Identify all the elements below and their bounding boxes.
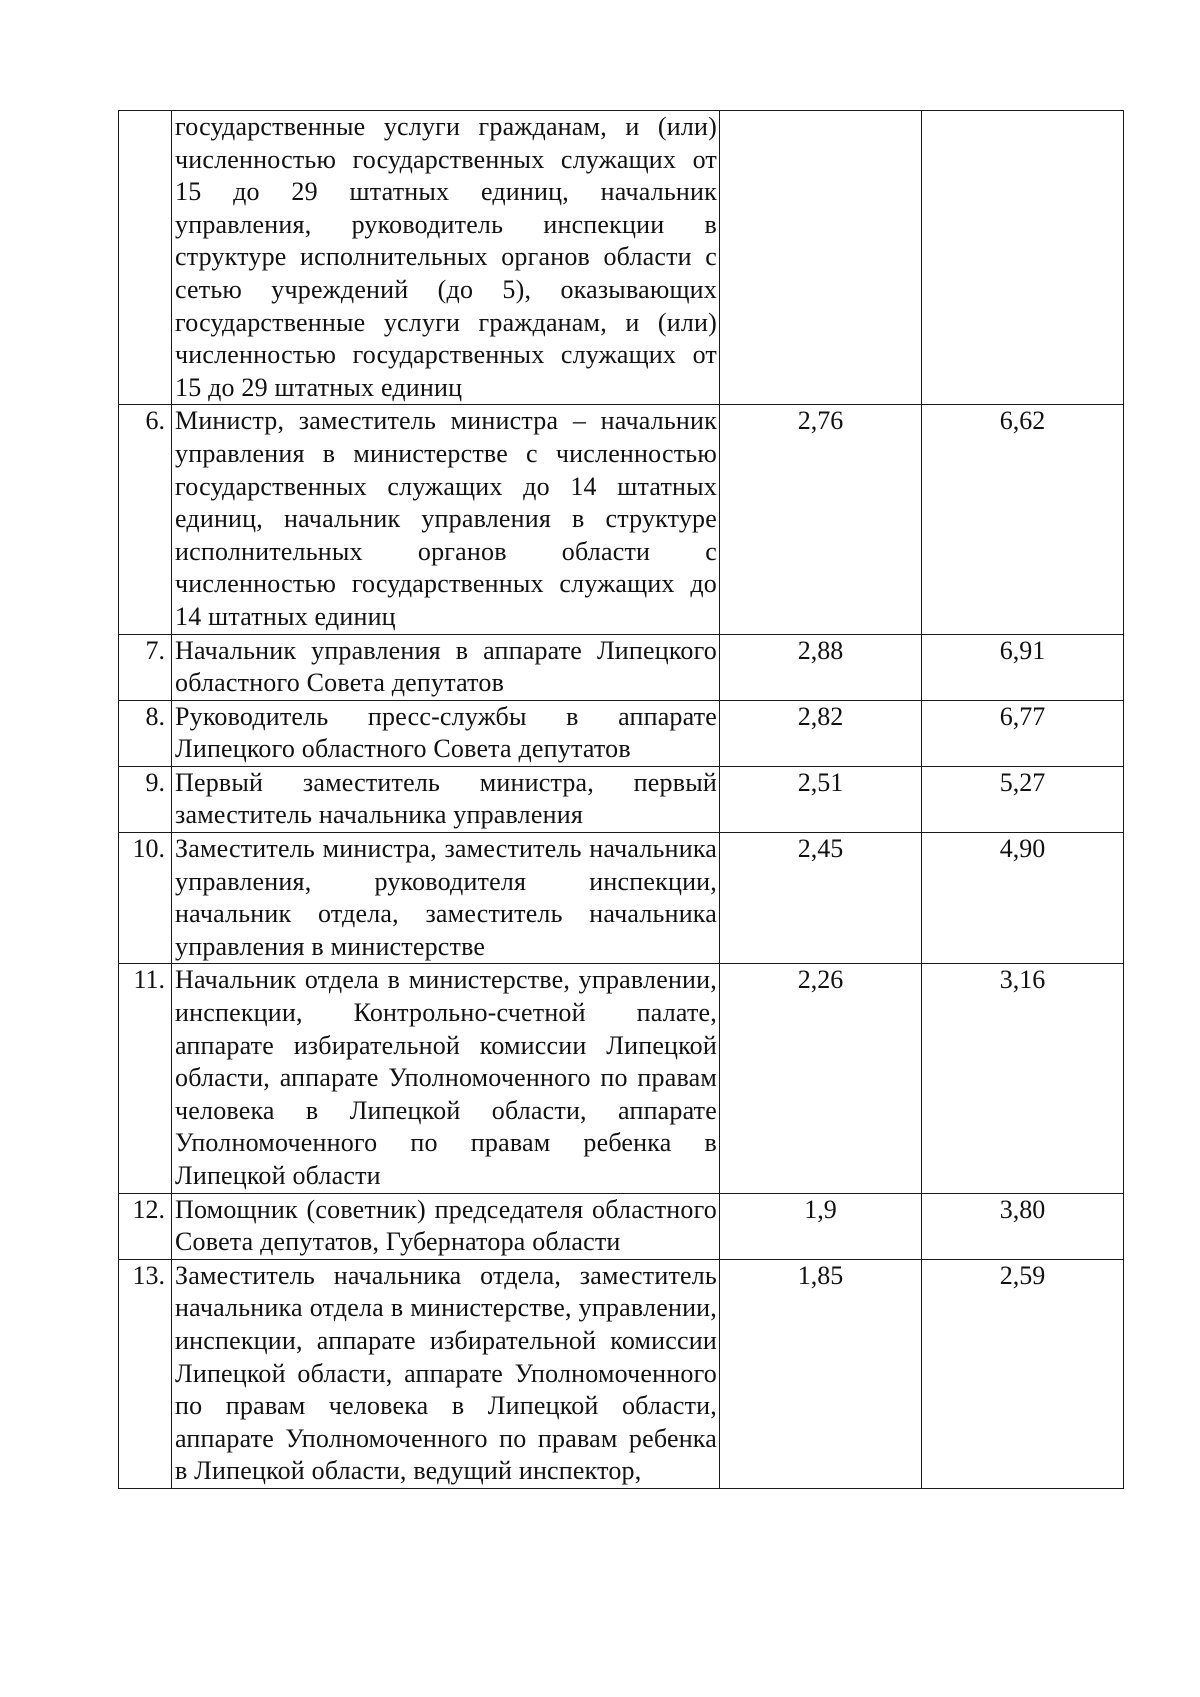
- table-row: [119, 833, 1124, 964]
- coefficient-2: 3,80: [922, 1193, 1124, 1259]
- table-row: [119, 1259, 1124, 1488]
- position-title: Начальник отдела в министерстве, управлении, инспекции, Контрольно-счетной палате, аппарате избирательной комиссии Липецкой области, аппарате Уполномоченного по правам человека в Липецкой области, аппарате Уполномоченного по правам ребенка в Липецкой области: [172, 964, 720, 1193]
- coefficient-2: 5,27: [922, 766, 1124, 832]
- coefficient-1: 2,51: [720, 766, 922, 832]
- table-row: [119, 405, 1124, 634]
- positions-table: [118, 110, 1124, 1489]
- coefficient-2: 3,16: [922, 964, 1124, 1193]
- table-row: [119, 111, 1124, 405]
- coefficient-1: 2,82: [720, 700, 922, 766]
- row-number: 9.: [119, 766, 172, 832]
- coefficient-1: 1,85: [720, 1259, 922, 1488]
- position-title: Заместитель начальника отдела, заместитель начальника отдела в министерстве, управлении, инспекции, аппарате избирательной комиссии Липецкой области, аппарате Уполномоченного по правам человека в Липецкой области, аппарате Уполномоченного по правам ребенка в Липецкой области, ведущий инспектор,: [172, 1259, 720, 1488]
- row-number: 10.: [119, 833, 172, 964]
- row-number: 13.: [119, 1259, 172, 1488]
- coefficient-1: 2,76: [720, 405, 922, 634]
- coefficient-1: 1,9: [720, 1193, 922, 1259]
- position-title: Руководитель пресс-службы в аппарате Липецкого областного Совета депутатов: [172, 700, 720, 766]
- coefficient-2: 6,77: [922, 700, 1124, 766]
- position-title: Помощник (советник) председателя областного Совета депутатов, Губернатора области: [172, 1193, 720, 1259]
- table-row: [119, 1193, 1124, 1259]
- row-number: 12.: [119, 1193, 172, 1259]
- position-title: Начальник управления в аппарате Липецкого областного Совета депутатов: [172, 634, 720, 700]
- coefficient-2: [922, 111, 1124, 405]
- table-row: [119, 634, 1124, 700]
- row-number: 11.: [119, 964, 172, 1193]
- row-number: [119, 111, 172, 405]
- table-row: [119, 964, 1124, 1193]
- row-number: 7.: [119, 634, 172, 700]
- row-number: 8.: [119, 700, 172, 766]
- coefficient-1: [720, 111, 922, 405]
- position-title: государственные услуги гражданам, и (или) численностью государственных служащих от 15 до 29 штатных единиц, начальник управления, руководитель инспекции в структуре исполнительных органов области с сетью учреждений (до 5), оказывающих государственные услуги гражданам, и (или) численностью государственных служащих от 15 до 29 штатных единиц: [172, 111, 720, 405]
- coefficient-1: 2,88: [720, 634, 922, 700]
- coefficient-2: 4,90: [922, 833, 1124, 964]
- coefficient-1: 2,45: [720, 833, 922, 964]
- position-title: Первый заместитель министра, первый заместитель начальника управления: [172, 766, 720, 832]
- position-title: Заместитель министра, заместитель начальника управления, руководителя инспекции, начальник отдела, заместитель начальника управления в министерстве: [172, 833, 720, 964]
- coefficient-1: 2,26: [720, 964, 922, 1193]
- table-row: [119, 700, 1124, 766]
- coefficient-2: 6,91: [922, 634, 1124, 700]
- table-row: [119, 766, 1124, 832]
- coefficient-2: 6,62: [922, 405, 1124, 634]
- row-number: 6.: [119, 405, 172, 634]
- coefficient-2: 2,59: [922, 1259, 1124, 1488]
- position-title: Министр, заместитель министра – начальник управления в министерстве с численностью государственных служащих до 14 штатных единиц, начальник управления в структуре исполнительных органов области с численностью государственных служащих до 14 штатных единиц: [172, 405, 720, 634]
